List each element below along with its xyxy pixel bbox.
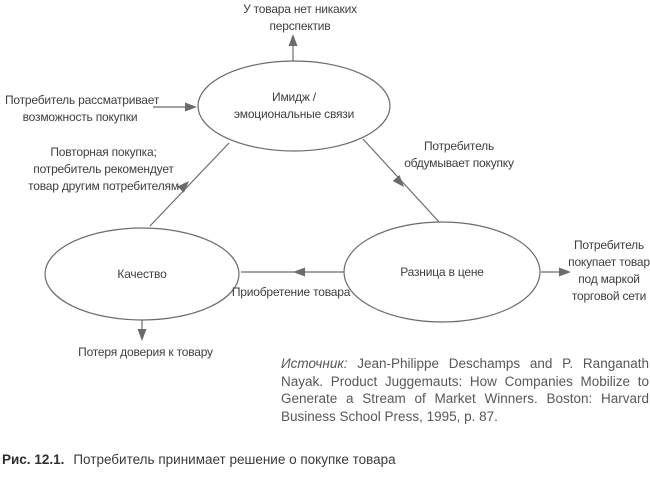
arrowhead-left-icon [293, 268, 305, 277]
node-label-quality: Качество [117, 267, 167, 281]
label-think-purchase: Потребитель обдумывает покупку [404, 139, 514, 170]
label-repeat-purchase: Повторная покупка; потребитель рекомендует товар другим потребителям [28, 145, 179, 193]
label-lose-trust: Потеря доверия к товару [78, 345, 213, 359]
arrowhead-down-icon [138, 329, 147, 341]
label-acquisition: Приобретение товара [231, 285, 351, 299]
label-no-prospects: У товара нет никаких перспектив [243, 2, 357, 33]
source-line-4: Business School Press, 1995, p. 87. [281, 408, 498, 424]
label-consider-purchase: Потребитель рассматривает возможность покупки [5, 93, 160, 124]
source-line-3: Generate a Stream of Market Winners. Boston: Harvard [281, 391, 649, 406]
node-label-image-line2: эмоциональные связи [233, 107, 355, 121]
figure-caption [2, 452, 396, 467]
node-label-image-line1: Имидж / [272, 90, 316, 104]
source-line-2: Nayak. Product Juggemauts: How Companies Mobilize to [281, 373, 649, 389]
arrowhead-up-icon [289, 34, 298, 46]
source-line-1: Источник: Jean-Philippe Deschamps and P. Ranganath [281, 356, 649, 371]
arrowhead-right-into-image-icon [185, 103, 197, 112]
node-label-image [214, 89, 374, 123]
node-label-price: Разница в цене [400, 265, 484, 279]
label-private-label-purchase: Потребитель покупает товар под маркой торговой сети [568, 238, 650, 303]
source-prefix: Источник: [281, 356, 348, 371]
figure-number: Рис. 12.1. [2, 452, 65, 467]
source-citation [281, 355, 649, 425]
figure-caption-text: Потребитель принимает решение о покупке товара [73, 452, 396, 467]
